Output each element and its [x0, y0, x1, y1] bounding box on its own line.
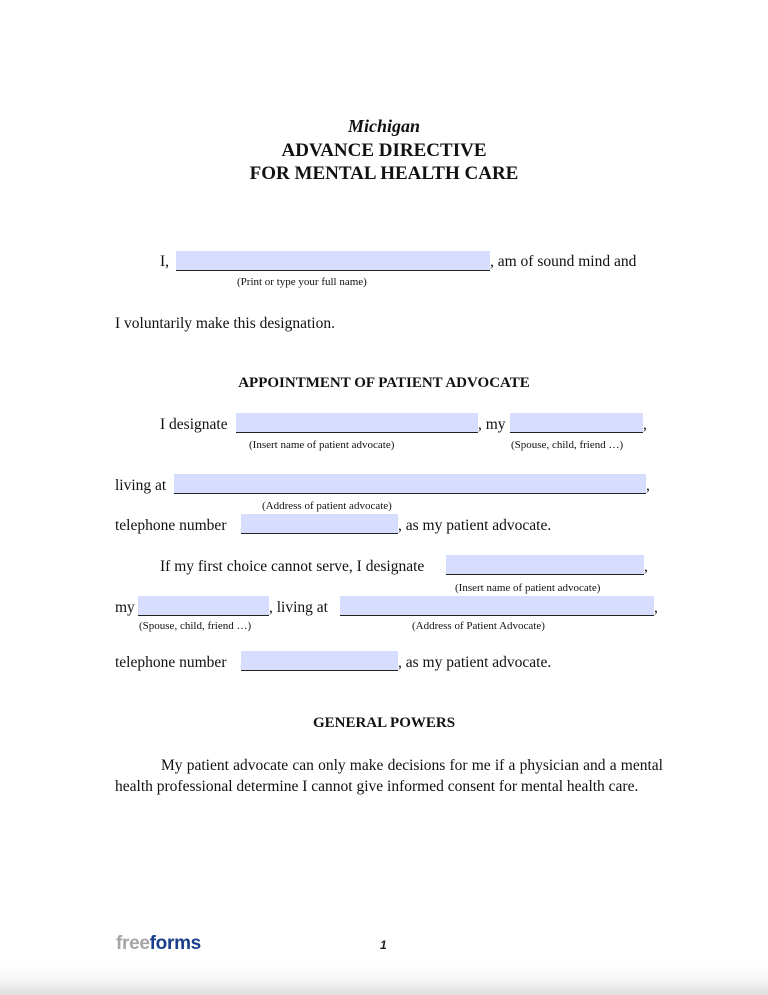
state-name: Michigan — [347, 116, 421, 136]
alternate-intro: If my first choice cannot serve, I designate — [160, 558, 425, 575]
telephone-field[interactable] — [241, 514, 398, 534]
as-advocate-text: , as my patient advocate. — [398, 517, 552, 534]
comma: , — [646, 477, 650, 494]
intro-suffix: , am of sound mind and — [490, 253, 637, 270]
full-name-caption: (Print or type your full name) — [237, 276, 367, 288]
alt-telephone-field[interactable] — [241, 651, 398, 671]
alt-relationship-field[interactable] — [138, 596, 269, 616]
alt-advocate-name-field[interactable] — [446, 555, 644, 575]
bottom-shadow — [0, 965, 768, 995]
alt-telephone-label: telephone number — [115, 654, 227, 671]
alt-as-advocate-text: , as my patient advocate. — [398, 654, 552, 671]
intro-line2: I voluntarily make this designation. — [115, 315, 335, 332]
telephone-label: telephone number — [115, 517, 227, 534]
comma: , — [644, 558, 648, 575]
general-powers-paragraph — [115, 755, 663, 797]
freeforms-logo — [116, 933, 201, 955]
intro-prefix: I, — [160, 253, 170, 270]
logo-free: free — [116, 933, 150, 954]
general-powers-text: My patient advocate can only make decisions for me if a physician and a mental health professional determine I cannot give informed consent for mental health care. — [115, 757, 663, 795]
document-title-line1: ADVANCE DIRECTIVE — [281, 140, 487, 161]
document-title-line2: FOR MENTAL HEALTH CARE — [249, 163, 519, 184]
address-caption: (Address of patient advocate) — [262, 500, 392, 512]
logo-forms: forms — [149, 933, 201, 954]
relationship-caption: (Spouse, child, friend …) — [511, 439, 624, 451]
advocate-name-field[interactable] — [236, 413, 478, 433]
address-field[interactable] — [174, 474, 646, 494]
full-name-field[interactable] — [176, 251, 490, 271]
page-number: 1 — [380, 938, 387, 952]
advocate-name-caption: (Insert name of patient advocate) — [249, 439, 395, 451]
alt-address-caption: (Address of Patient Advocate) — [412, 620, 545, 632]
alt-my-label: my — [115, 599, 135, 616]
designate-label: I designate — [160, 416, 228, 433]
relationship-field[interactable] — [510, 413, 643, 433]
alt-advocate-name-caption: (Insert name of patient advocate) — [455, 582, 601, 594]
my-label: , my — [478, 416, 506, 433]
comma: , — [654, 599, 658, 616]
living-at-label: living at — [115, 477, 167, 494]
appointment-heading: APPOINTMENT OF PATIENT ADVOCATE — [238, 375, 530, 391]
comma: , — [643, 416, 647, 433]
alt-address-field[interactable] — [340, 596, 654, 616]
alt-relationship-caption: (Spouse, child, friend …) — [139, 620, 252, 632]
general-powers-heading: GENERAL POWERS — [312, 715, 456, 731]
alt-living-at-label: , living at — [269, 599, 328, 616]
